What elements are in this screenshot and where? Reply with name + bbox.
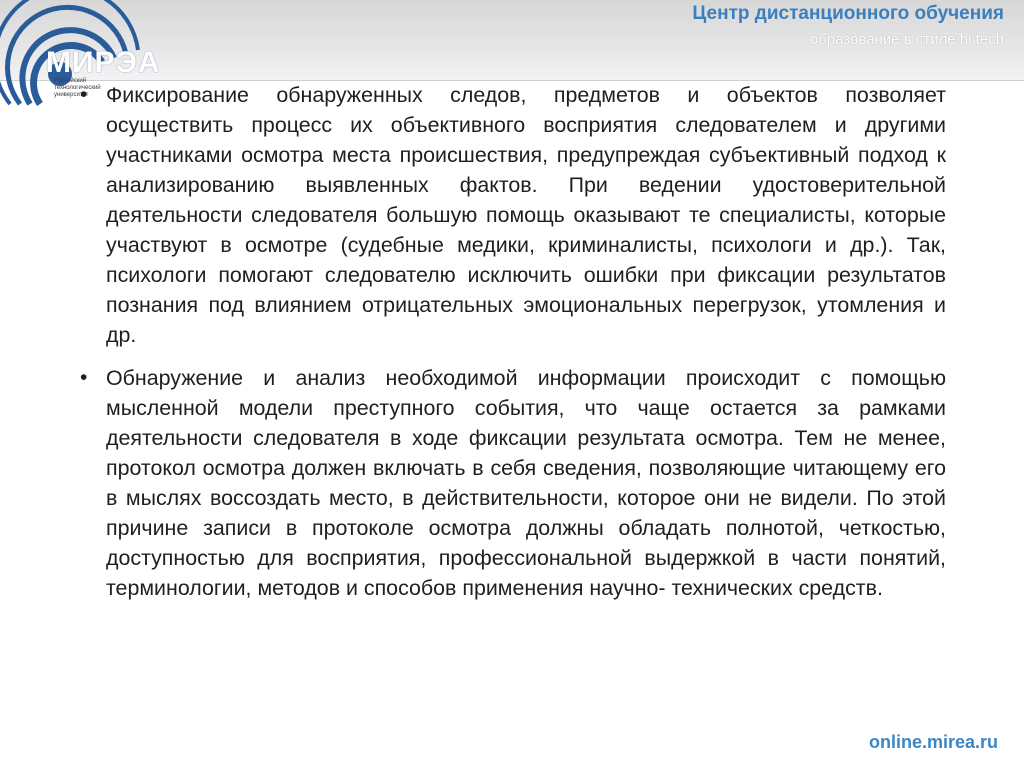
- logo-name: МИРЭА: [46, 46, 161, 79]
- bullet-text: Обнаружение и анализ необходимой информации происходит с помощью мысленной модели преступного события, что чаще остается за рамками деятельности следователя в ходе фиксации результата осмотра. Тем не менее, протокол осмотра должен включать в себя сведения, позволяющие читающему его в мыслях воссоздать место, в действительности, которое они не видели. По этой причине записи в протоколе осмотра должны обладать полнотой, четкостью, доступностью для восприятия, профессиональной выдержкой в части понятий, терминологии, методов и способов применения научно- технических средств.: [106, 366, 946, 600]
- bullet-dot-icon: •: [80, 366, 88, 389]
- bullet-dot-icon: •: [80, 83, 88, 106]
- footer-website-link[interactable]: online.mirea.ru: [868, 732, 998, 752]
- bullet-text: Фиксирование обнаруженных следов, предметов и объектов позволяет осуществить процесс их объективного восприятия следователем и другими участниками осмотра места происшествия, предупреждая субъективный подход к анализированию выявленных фактов. При ведении удостоверительной деятельности следователя большую помощь оказывают те специалисты, которые участвуют в осмотре (судебные медики, криминалисты, психологи и др.). Так, психологи помогают следователю исключить ошибки при фиксации результатов познания под влиянием отрицательных эмоциональных перегрузок, утомления и др.: [106, 83, 946, 347]
- logo-subtitle: Российский технологический университет: [54, 78, 101, 98]
- header-title-block: [692, 2, 1004, 50]
- header-subtitle: образование в стиле hi tech: [809, 31, 1004, 48]
- header-title: Центр дистанционного обучения: [692, 3, 1004, 24]
- bullet-item: [78, 80, 946, 350]
- slide-content: [78, 80, 946, 603]
- bullet-item: [78, 363, 946, 603]
